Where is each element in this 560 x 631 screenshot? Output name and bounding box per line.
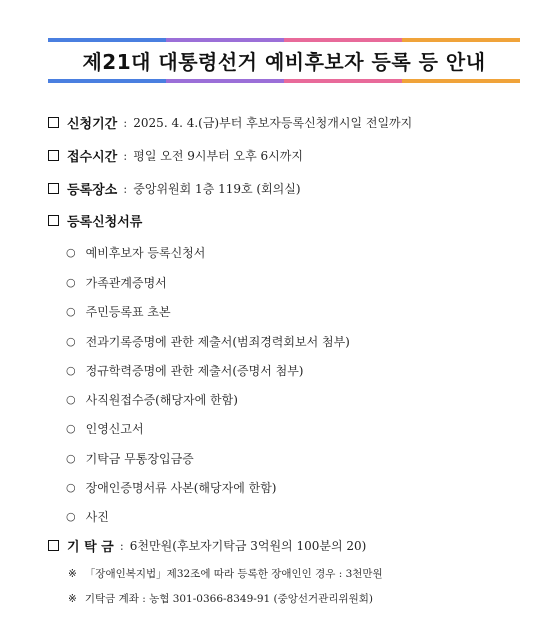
reception-time-row — [48, 146, 303, 165]
separator: : — [119, 538, 124, 553]
documents-heading-label: 등록신청서류 — [67, 215, 143, 230]
application-period-value: 2025. 4. 4.(금)부터 후보자등록신청개시일 전일까지 — [133, 116, 413, 130]
reception-time-label: 접수시간 — [67, 150, 118, 165]
deposit-label: 기 탁 금 — [67, 540, 114, 555]
circle-bullet-icon: ○ — [66, 510, 76, 523]
deposit-row — [48, 536, 366, 555]
document-item — [66, 244, 205, 261]
title-box — [48, 38, 520, 83]
document-item-text: 가족관계증명서 — [85, 276, 167, 290]
document-item-text: 정규학력증명에 관한 제출서(증명서 첨부) — [85, 364, 304, 378]
title-bottom-bar — [48, 79, 520, 83]
registration-place-row — [48, 179, 301, 198]
deposit-value: 6천만원(후보자기탁금 3억원의 100분의 20) — [129, 539, 367, 553]
separator: : — [123, 181, 128, 196]
square-checkbox-icon — [48, 150, 59, 161]
square-checkbox-icon — [48, 117, 59, 128]
document-item-text: 전과기록증명에 관한 제출서(범죄경력회보서 첨부) — [85, 335, 350, 349]
circle-bullet-icon: ○ — [66, 422, 76, 435]
document-item — [66, 333, 350, 350]
circle-bullet-icon: ○ — [66, 276, 76, 289]
documents-heading-row — [48, 211, 142, 230]
document-item-text: 장애인증명서류 사본(해당자에 한함) — [85, 481, 277, 495]
document-item-text: 인영신고서 — [85, 422, 144, 436]
separator: : — [123, 148, 128, 163]
document-item-text: 사진 — [85, 510, 109, 524]
circle-bullet-icon: ○ — [66, 452, 76, 465]
circle-bullet-icon: ○ — [66, 481, 76, 494]
square-checkbox-icon — [48, 215, 59, 226]
document-item-text: 주민등록표 초본 — [85, 305, 171, 319]
reference-mark-icon: ※ — [68, 567, 77, 580]
document-item-text: 예비후보자 등록신청서 — [85, 246, 206, 260]
page-title: 제21대 대통령선거 예비후보자 등록 등 안내 — [82, 50, 486, 74]
application-period-row — [48, 113, 412, 132]
note-account — [68, 591, 373, 606]
application-period-label: 신청기간 — [67, 117, 118, 132]
document-item — [66, 362, 303, 379]
note-text: 기탁금 계좌 : 농협 301-0366-8349-91 (중앙선거관리위원회) — [84, 593, 374, 605]
document-item-text: 사직원접수증(해당자에 한함) — [85, 393, 238, 407]
square-checkbox-icon — [48, 540, 59, 551]
note-text: 「장애인복지법」제32조에 따라 등록한 장애인인 경우 : 3천만원 — [84, 568, 383, 580]
document-item — [66, 508, 109, 525]
separator: : — [123, 115, 128, 130]
document-item-text: 기탁금 무통장입금증 — [85, 452, 194, 466]
registration-place-label: 등록장소 — [67, 183, 118, 198]
document-item — [66, 303, 171, 320]
document-item — [66, 420, 144, 437]
document-item — [66, 274, 167, 291]
document-item — [66, 479, 276, 496]
registration-place-value: 중앙위원회 1층 119호 (회의실) — [133, 182, 301, 196]
circle-bullet-icon: ○ — [66, 335, 76, 348]
square-checkbox-icon — [48, 183, 59, 194]
circle-bullet-icon: ○ — [66, 393, 76, 406]
circle-bullet-icon: ○ — [66, 364, 76, 377]
reception-time-value: 평일 오전 9시부터 오후 6시까지 — [133, 149, 303, 163]
reference-mark-icon: ※ — [68, 592, 77, 605]
document-item — [66, 450, 194, 467]
circle-bullet-icon: ○ — [66, 305, 76, 318]
note-disability — [68, 566, 383, 581]
document-item — [66, 391, 238, 408]
circle-bullet-icon: ○ — [66, 246, 76, 259]
